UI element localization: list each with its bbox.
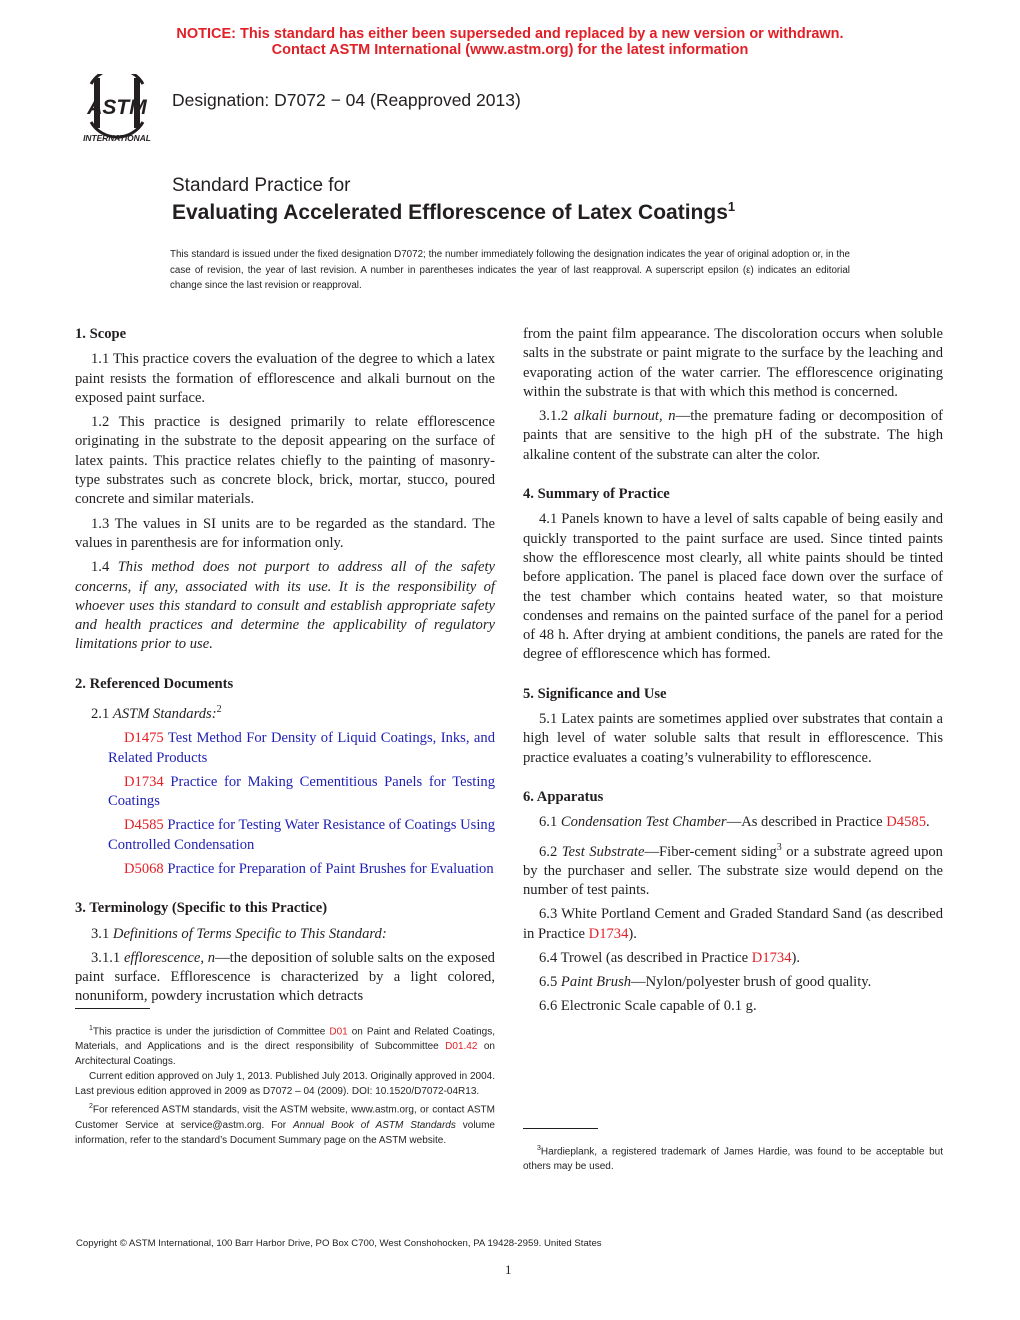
logo-text: ASTM [87,96,147,119]
footnote-2 [75,1099,495,1147]
footnote-rule-left [75,1008,150,1009]
reference-item[interactable] [91,860,495,879]
section-3-1-number: 3.1 [91,925,110,942]
section-1-1: 1.1 This practice covers the evaluation of the degree to which a latex paint resists the formation of efflorescence and alkali burnout on the exposed paint surface. [75,351,495,406]
section-5-heading: 5. Significance and Use [523,685,667,702]
section-6-4-end: ). [791,949,801,966]
section-2-heading: 2. Referenced Documents [75,675,234,692]
committee-link[interactable]: D01 [329,1026,348,1038]
d4585-link[interactable]: D4585 [886,814,926,831]
footnote-1-text-a: This practice is under the jurisdiction of Committee [92,1026,330,1038]
document-title: Evaluating Accelerated Efflorescence of Latex Coatings [172,201,728,224]
section-1-2: 1.2 This practice is designed primarily to relate efflorescence originating in the substrate to the deposit appearing on the surface of latex paints. This practice relates chiefly to the painting of masonry-type substrates such as concrete block, brick, mortar, stucco, poured concrete and similar materials. [75,414,495,508]
section-3-1 [75,925,495,944]
term-alkali-burnout: alkali burnout, n [573,408,676,425]
subcommittee-link[interactable]: D01.42 [445,1041,478,1053]
footnote-marker-2: 2 [216,704,222,716]
notice-line-2: Contact ASTM International (www.astm.org) for the latest information [271,42,749,58]
reference-code-link[interactable]: D5068 [124,860,164,877]
section-4-1: 4.1 Panels known to have a level of salts capable of being easily and quickly transported to the paint surface are used. Since tinted paints show the efflorescence most clearly, all white paints should be tinted before application. The panel is placed face down over the surface of the test chamber which contains heated water, so that moisture condenses and remains on the painted surface of the panel for a period of 48 h. After drying at ambient conditions, the panels are rated for the degree of efflorescence which has formed. [523,511,943,663]
footnotes-right [523,1141,943,1174]
reference-title-link[interactable]: Practice for Making Cementitious Panels for Testing Coatings [108,773,495,810]
title-line-1: Standard Practice for [172,175,351,196]
section-6-2 [523,838,943,901]
definition-alkali-burnout: —the premature fading or decomposition of paints that are sensitive to the high pH of the substrate. The high alkaline content of the substrate can alter the color. [523,408,944,463]
term-condensation-chamber: Condensation Test Chamber [560,814,727,831]
section-3-1-1-continued: from the paint film appearance. The discoloration occurs when soluble salts in the substrate or paint migrate to the surface by the leaching and evaporating action of the water carrier. The efflorescence originating within the substrate is that with which this method is concerned. [523,326,943,400]
reference-code-link[interactable]: D4585 [124,817,164,834]
section-1-3: 1.3 The values in SI units are to be regarded as the standard. The values in parenthesis are for information only. [75,515,495,551]
footnotes-left [75,1021,495,1148]
footnote-2-text-b: volume information, refer to the standard’s Document Summary page on the ASTM website. [75,1119,495,1146]
section-6-3-end: ). [628,925,637,942]
withdrawal-notice [0,26,1020,58]
safety-statement: This method does not purport to address all of the safety concerns, if any, associated with its use. It is the responsibility of whoever uses this standard to consult and establish appropriate safety and health practices and determine the applicability of regulatory limitations prior to use. [75,559,495,653]
footnote-1 [75,1021,495,1069]
designation: Designation: D7072 − 04 (Reapproved 2013) [172,90,521,110]
reference-code-link[interactable]: D1734 [124,773,164,790]
section-3-heading: 3. Terminology (Specific to this Practice) [75,900,328,917]
left-column [75,325,495,1012]
footnote-1-text-b: on Paint and Related Coatings, Materials, and Applications and is the direct responsibility of Subcommittee [75,1026,495,1053]
section-6-1 [523,813,943,832]
section-6-5-text: —Nylon/polyester brush of good quality. [631,974,872,991]
footnote-3-text: Hardieplank, a registered trademark of James Hardie, was found to be acceptable but others may be used. [523,1146,943,1173]
astm-standards-label: ASTM Standards: [112,705,217,722]
section-3-1-2-number: 3.1.2 [539,408,569,425]
footnote-3 [523,1141,943,1174]
footnote-2-text-a: For referenced ASTM standards, visit the ASTM website, www.astm.org, or contact ASTM Customer Service at service@astm.org. For [75,1104,495,1131]
section-6-4-text: 6.4 Trowel (as described in Practice [539,949,752,966]
section-6-2-text: —Fiber-cement siding [644,843,777,860]
section-2-1 [75,700,495,724]
section-6-1-text: —As described in Practice [726,814,887,831]
section-6-5-number: 6.5 [539,974,558,991]
copyright: Copyright © ASTM International, 100 Barr Harbor Drive, PO Box C700, West Conshohocken, PA 19428-2959. United States [76,1238,602,1249]
section-5-1: 5.1 Latex paints are sometimes applied over substrates that contain a high level of water soluble salts that result in efflorescence. This practice evaluates a coating’s vulnerability to efflorescence. [523,711,943,766]
section-3-1-1-number: 3.1.1 [91,949,121,966]
reference-item[interactable] [91,729,495,768]
section-2-1-number: 2.1 [91,705,110,722]
reference-code-link[interactable]: D1475 [124,730,164,747]
d1734-link[interactable]: D1734 [751,949,792,966]
section-6-1-end: . [926,814,930,831]
footnote-rule-right [523,1128,598,1129]
annual-book-title: Annual Book of ASTM Standards [293,1119,456,1131]
title-footnote-marker: 1 [727,199,736,214]
d1734-link[interactable]: D1734 [588,925,629,942]
section-3-1-1 [75,949,495,1007]
footnote-3-marker: 3 [537,1145,541,1152]
reference-item[interactable] [91,773,495,812]
term-paint-brush: Paint Brush [560,974,632,991]
section-6-3 [523,905,943,944]
section-6-heading: 6. Apparatus [523,788,604,805]
section-1-heading: 1. Scope [75,326,127,342]
section-4-heading: 4. Summary of Practice [523,486,670,503]
reference-item[interactable] [91,816,495,855]
page-number: 1 [505,1262,512,1277]
section-6-6: 6.6 Electronic Scale capable of 0.1 g. [539,998,757,1015]
section-1-4-number: 1.4 [91,559,110,576]
reference-title-link[interactable]: Practice for Preparation of Paint Brushes for Evaluation [167,860,494,877]
reference-title-link[interactable]: Test Method For Density of Liquid Coatings, Inks, and Related Products [108,730,495,766]
section-6-1-number: 6.1 [539,814,558,831]
logo-subtext: INTERNATIONAL [83,133,151,143]
footnote-1-text-c: on Architectural Coatings. [75,1041,495,1068]
section-6-2-end: or a substrate agreed upon by the purchaser and seller. The substrate size would depend on the number of test paints. [523,843,943,898]
footnote-1-marker: 1 [89,1025,93,1032]
section-6-3-text: 6.3 White Portland Cement and Graded Standard Sand (as described in Practice [523,906,943,942]
definitions-label: Definitions of Terms Specific to This Standard: [112,925,387,942]
notice-line-1: NOTICE: This standard has either been superseded and replaced by a new version or withdrawn. [176,26,844,42]
definition-efflorescence: —the deposition of soluble salts on the exposed paint surface. Efflorescence is characterized by a light colored, nonuniform, powdery incrustation which detracts [75,949,495,1005]
section-1-4 [75,558,495,654]
section-3-1-2 [523,407,943,465]
section-6-2-number: 6.2 [539,843,558,860]
section-6-5 [523,973,943,992]
term-efflorescence: efflorescence, n [123,949,216,966]
footnote-marker-3: 3 [776,841,782,853]
title-line-2 [172,199,735,225]
term-test-substrate: Test Substrate [561,843,645,860]
section-6-4 [523,949,943,968]
issued-statement: This standard is issued under the fixed designation D7072; the number immediately following the designation indicates the year of original adoption or, in the case of revision, the year of last revision. A number in parentheses indicates the year of last reapproval. A superscript epsilon (ε) indicates an editorial change since the last revision or reapproval. [170,249,850,291]
astm-logo [74,74,160,146]
reference-title-link[interactable]: Practice for Testing Water Resistance of Coatings Using Controlled Condensation [108,817,495,853]
right-column [523,325,943,1022]
footnote-2-marker: 2 [89,1103,93,1111]
footnote-1-edition: Current edition approved on July 1, 2013. Published July 2013. Originally approved in 2004. Last previous edition approved in 2009 as D7072 – 04 (2009). DOI: 10.1520/D7072-04R13. [75,1071,495,1098]
